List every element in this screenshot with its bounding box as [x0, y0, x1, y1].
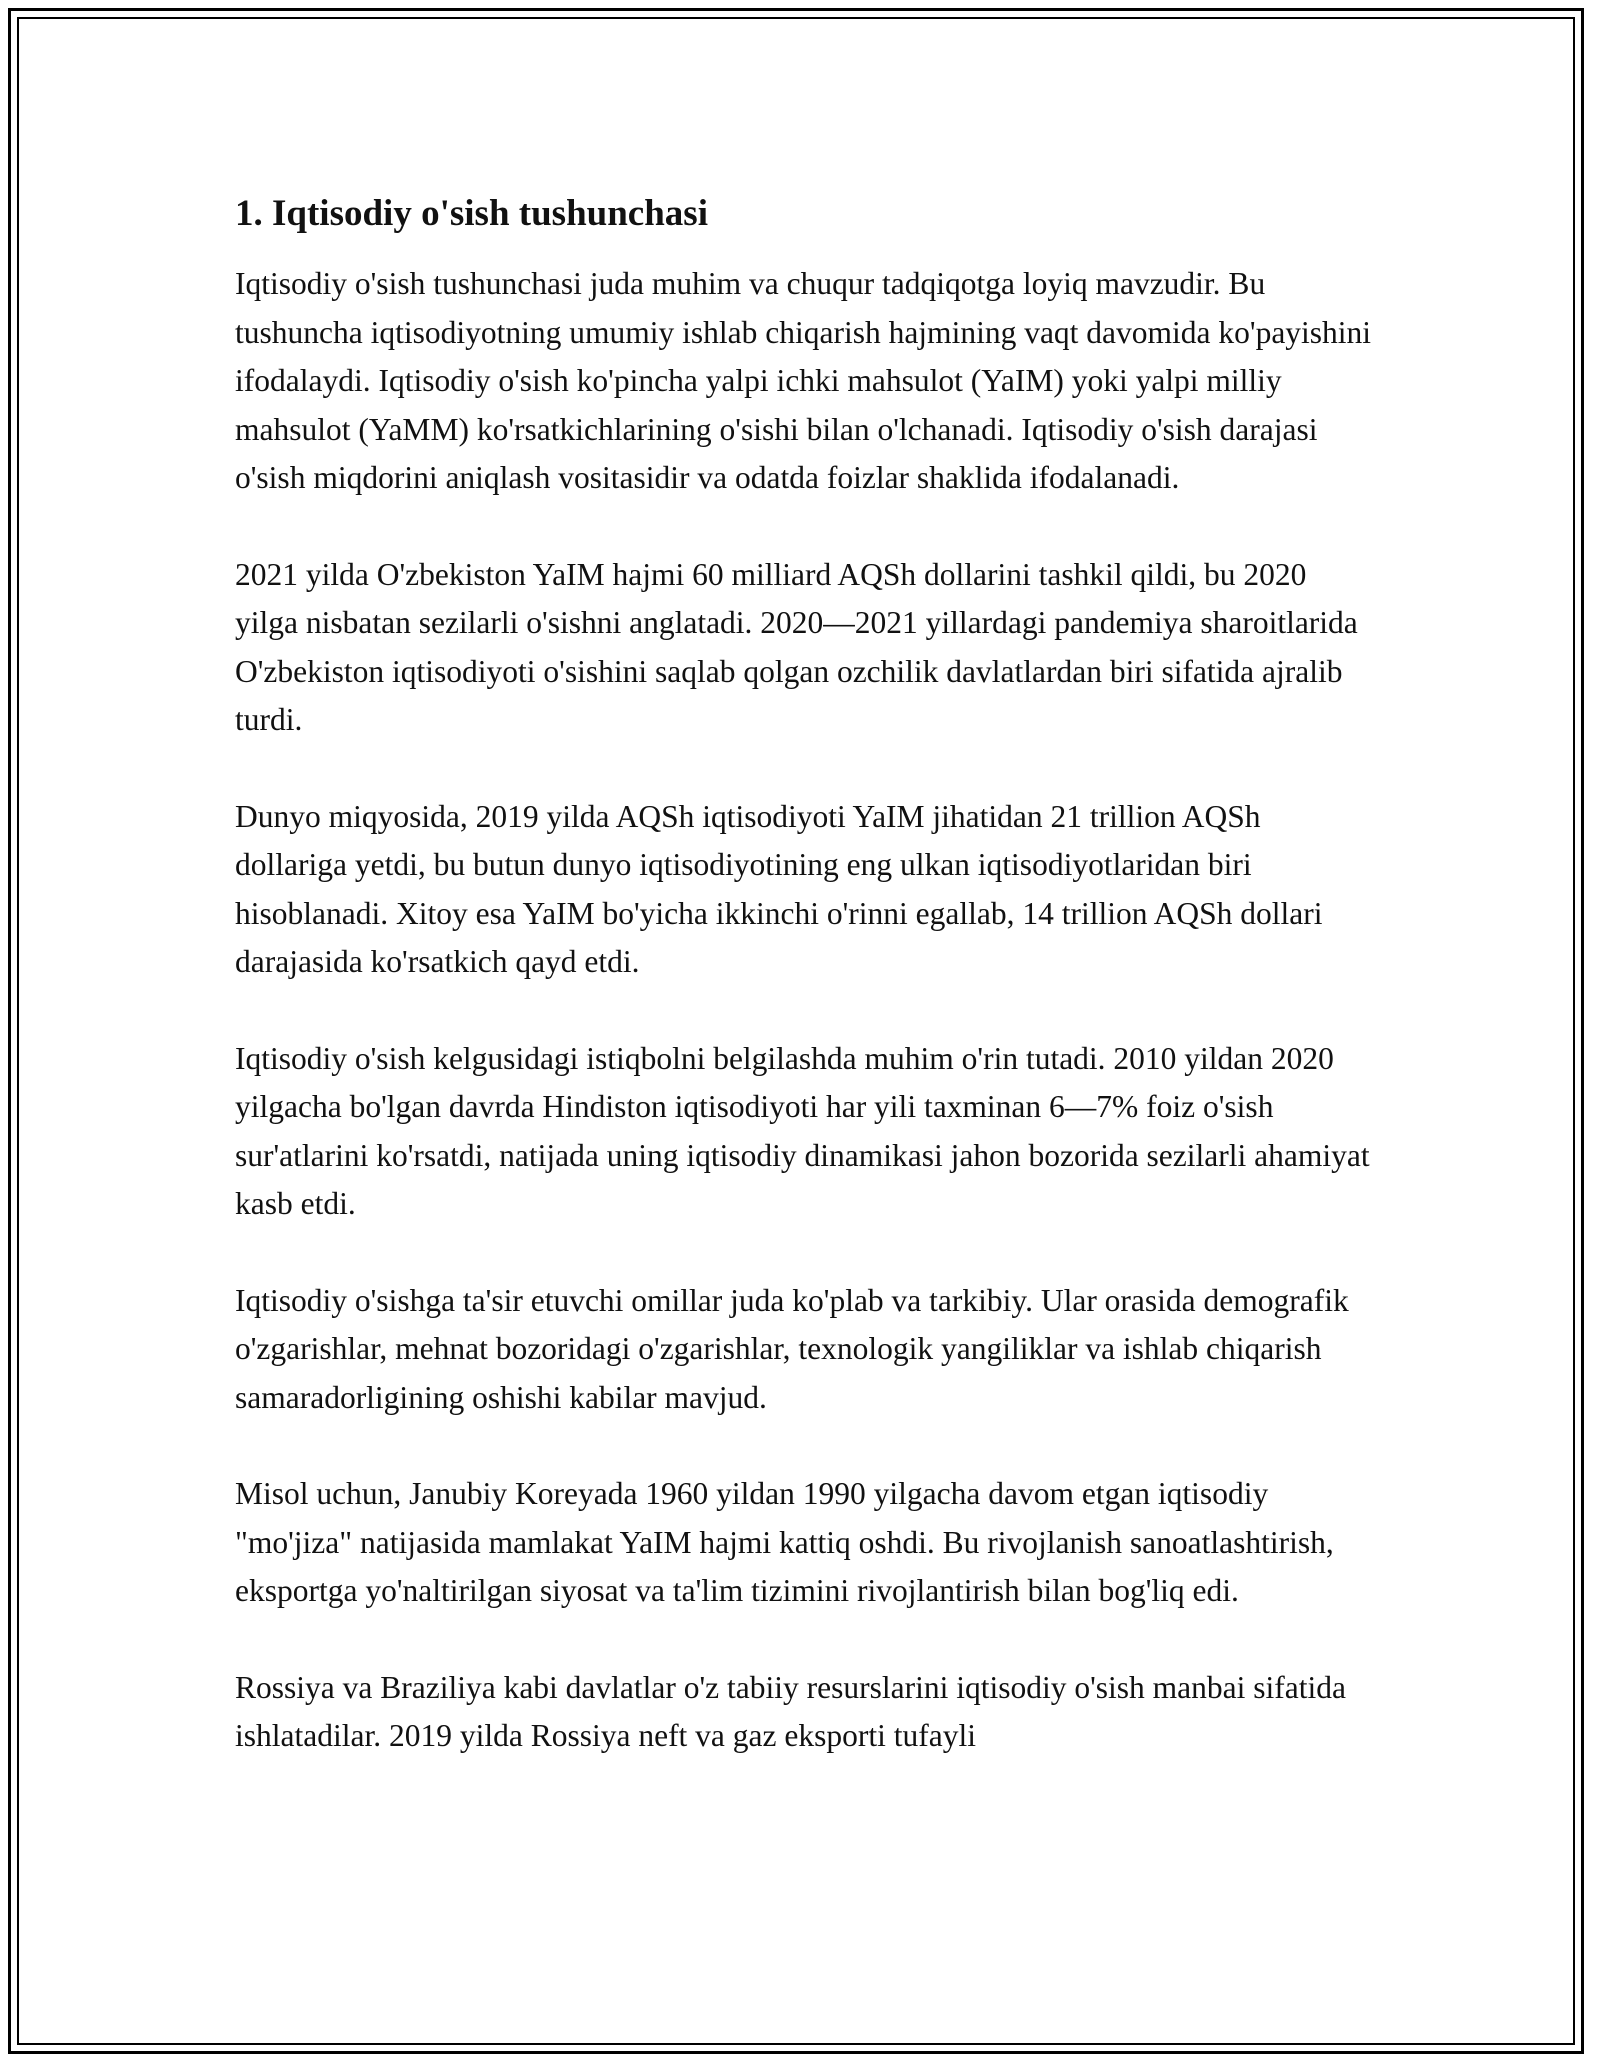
paragraph-natural-resources: Rossiya va Braziliya kabi davlatlar o'z tabiiy resurslarini iqtisodiy o'sish manbai sifatida ishlatadilar. 2019 yilda Rossiya neft va gaz eksporti tufayli — [235, 1669, 1346, 1753]
paragraph-world-gdp: Dunyo miqyosida, 2019 yilda AQSh iqtisodiyoti YaIM jihatidan 21 trillion AQSh dollariga yetdi, bu butun dunyo iqtisodiyotining eng ulkan iqtisodiyotlaridan biri hisoblanadi. Xitoy esa YaIM bo'yicha ikkinchi o'rinni egallab, 14 trillion AQSh dollari darajasida ko'rsatkich qayd etdi. — [235, 798, 1323, 979]
paragraph-south-korea: Misol uchun, Janubiy Koreyada 1960 yildan 1990 yilgacha davom etgan iqtisodiy "mo'jiza" natijasida mamlakat YaIM hajmi kattiq oshdi. Bu rivojlanish sanoatlashtirish, eksportga yo'naltirilgan siyosat va ta'lim tizimini rivojlantirish bilan bog'liq edi. — [235, 1476, 1334, 1608]
section-heading: 1. Iqtisodiy o'sish tushunchasi — [235, 193, 708, 234]
paragraph-india-growth: Iqtisodiy o'sish kelgusidagi istiqbolni belgilashda muhim o'rin tutadi. 2010 yildan 2020 yilgacha bo'lgan davrda Hindiston iqtisodiyoti har yili taxminan 6—7% foiz o'sish sur'atlarini ko'rsatdi, natijada uning iqtisodiy dinamikasi jahon bozorida sezilarli ahamiyat kasb etdi. — [235, 1040, 1370, 1221]
document-body — [235, 190, 1375, 1809]
paragraph-growth-factors: Iqtisodiy o'sishga ta'sir etuvchi omillar juda ko'plab va tarkibiy. Ular orasida demografik o'zgarishlar, mehnat bozoridagi o'zgarishlar, texnologik yangiliklar va ishlab chiqarish samaradorligining oshishi kabilar mavjud. — [235, 1282, 1349, 1415]
paragraph-uzbekistan-gdp: 2021 yilda O'zbekiston YaIM hajmi 60 milliard AQSh dollarini tashkil qildi, bu 2020 yilga nisbatan sezilarli o'sishni anglatadi. 2020—2021 yillardagi pandemiya sharoitlarida O'zbekiston iqtisodiyoti o'sishini saqlab qolgan ozchilik davlatlardan biri sifatida ajralib turdi. — [235, 556, 1358, 737]
paragraph-definition: Iqtisodiy o'sish tushunchasi juda muhim va chuqur tadqiqotga loyiq mavzudir. Bu tushuncha iqtisodiyotning umumiy ishlab chiqarish hajmining vaqt davomida ko'payishini ifodalaydi. Iqtisodiy o'sish ko'pincha yalpi ichki mahsulot (YaIM) yoki yalpi milliy mahsulot (YaMM) ko'rsatkichlarining o'sishi bilan o'lchanadi. Iqtisodiy o'sish darajasi o'sish miqdorini aniqlash vositasidir va odatda foizlar shaklida ifodalanadi. — [235, 266, 1372, 495]
